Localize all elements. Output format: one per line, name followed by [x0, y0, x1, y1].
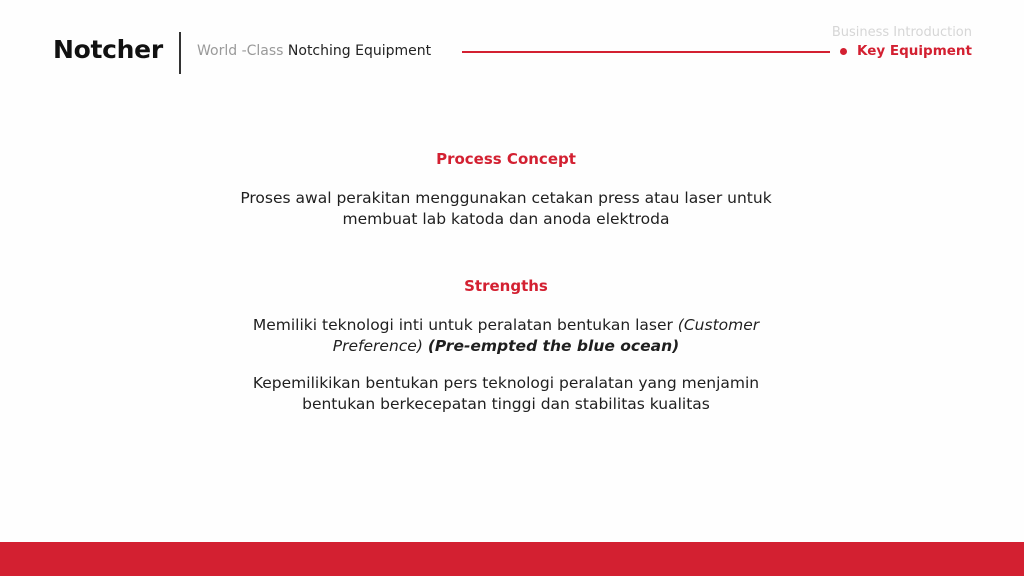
strengths-p2-line-2: bentukan berkecepatan tinggi dan stabilitas kualitas	[302, 395, 710, 413]
strengths-heading: Strengths	[464, 277, 548, 295]
strengths-p1-line-1	[150, 315, 862, 336]
slide-header	[0, 0, 1024, 90]
header-rule	[462, 51, 830, 53]
strengths-p1-bold-italic: (Pre-empted the blue ocean)	[427, 337, 680, 355]
strengths-paragraph-1	[150, 315, 862, 357]
strengths-paragraph-2	[150, 373, 862, 415]
strengths-p1-line-2	[150, 336, 862, 357]
process-heading: Process Concept	[436, 150, 576, 168]
strengths-p1-italic-a: (Customer	[677, 316, 760, 334]
process-line-1: Proses awal perakitan menggunakan cetakan press atau laser untuk	[240, 189, 772, 207]
bullet-dot-icon	[840, 48, 847, 55]
brand-divider	[179, 32, 181, 74]
slide-content	[150, 150, 862, 415]
section-current: Key Equipment	[857, 43, 972, 59]
tagline-strong: Notching Equipment	[287, 43, 432, 59]
process-line-2: membuat lab katoda dan anoda elektroda	[342, 210, 670, 228]
footer-bar	[0, 542, 1024, 576]
strengths-p2-line-1: Kepemilikikan bentukan pers teknologi peralatan yang menjamin	[252, 374, 760, 392]
strengths-p1-text: Memiliki teknologi inti untuk peralatan bentukan laser	[252, 316, 678, 334]
tagline-prefix: World -Class	[197, 43, 288, 59]
section-previous: Business Introduction	[831, 25, 972, 40]
tagline	[197, 43, 431, 59]
process-paragraph	[150, 188, 862, 230]
strengths-p1-italic-b: Preference)	[332, 337, 423, 355]
brand-title: Notcher	[53, 35, 163, 64]
